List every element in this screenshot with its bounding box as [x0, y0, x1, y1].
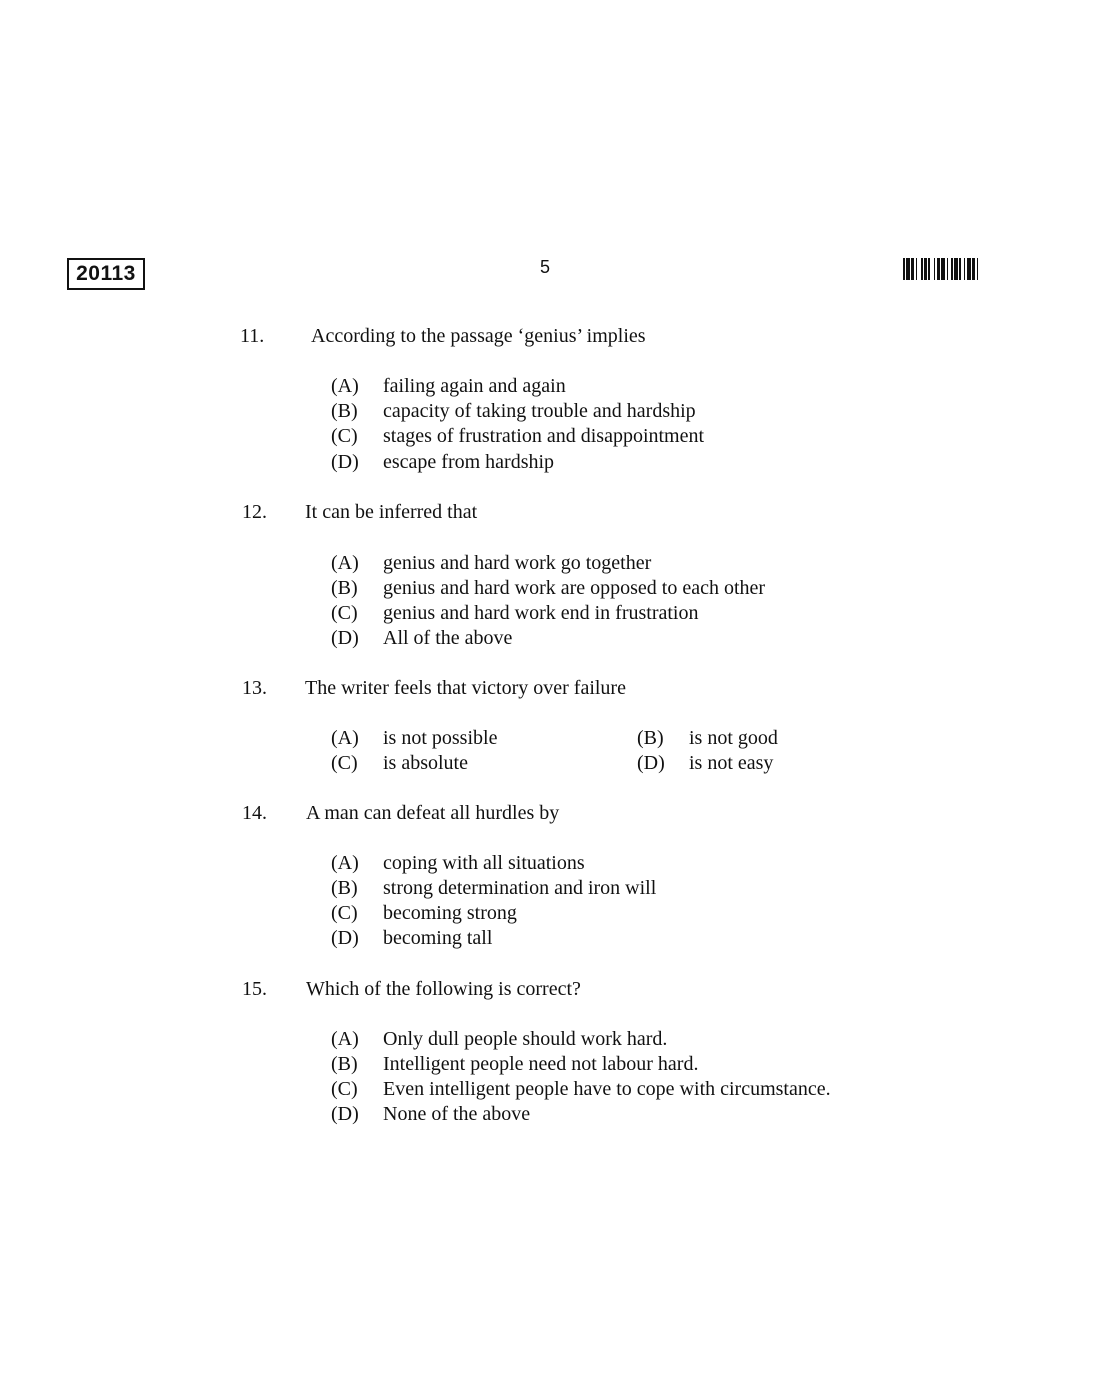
option-text: becoming strong — [383, 902, 517, 924]
option-text: Only dull people should work hard. — [383, 1028, 668, 1050]
option-text: is not good — [689, 727, 778, 749]
option-letter: (A) — [331, 727, 359, 749]
option-item — [331, 400, 696, 423]
option-text: strong determination and iron will — [383, 877, 657, 899]
question-number: 14. — [242, 802, 267, 824]
option-text: genius and hard work end in frustration — [383, 602, 699, 624]
option-item — [331, 752, 468, 775]
option-item — [637, 727, 778, 750]
option-text: None of the above — [383, 1103, 531, 1125]
option-letter: (B) — [637, 727, 664, 749]
option-item — [331, 552, 651, 575]
barcode-icon — [903, 258, 1039, 280]
option-letter: (B) — [331, 877, 358, 899]
option-item — [331, 602, 698, 625]
option-letter: (B) — [331, 400, 358, 422]
option-letter: (A) — [331, 375, 359, 397]
option-item — [331, 852, 585, 875]
option-letter: (D) — [331, 627, 359, 649]
option-item — [331, 877, 656, 900]
option-letter: (B) — [331, 577, 358, 599]
option-letter: (D) — [637, 752, 665, 774]
option-text: Even intelligent people have to cope with circumstance. — [383, 1078, 831, 1100]
option-letter: (A) — [331, 1028, 359, 1050]
question-number: 15. — [242, 978, 267, 1000]
option-item — [637, 752, 773, 775]
question-text: Which of the following is correct? — [306, 978, 581, 1000]
option-letter: (D) — [331, 927, 359, 949]
question-text: The writer feels that victory over failure — [305, 677, 626, 699]
option-text: escape from hardship — [383, 451, 555, 473]
option-item — [331, 375, 566, 398]
question-number: 11. — [240, 325, 265, 347]
option-item — [331, 425, 704, 448]
option-item — [331, 1078, 831, 1101]
question-number: 13. — [242, 677, 267, 699]
option-text: genius and hard work are opposed to each other — [383, 577, 766, 599]
option-letter: (C) — [331, 902, 358, 924]
question-text: According to the passage ‘genius’ implies — [311, 325, 646, 347]
option-letter: (C) — [331, 752, 358, 774]
option-text: is not possible — [383, 727, 498, 749]
paper-code: 20113 — [67, 258, 145, 290]
option-letter: (D) — [331, 451, 359, 473]
option-item — [331, 927, 492, 950]
option-item — [331, 727, 497, 750]
option-item — [331, 1028, 667, 1051]
option-item — [331, 451, 554, 474]
option-item — [331, 577, 765, 600]
option-item — [331, 1053, 698, 1076]
option-letter: (C) — [331, 602, 358, 624]
option-letter: (C) — [331, 425, 358, 447]
option-item — [331, 627, 512, 650]
option-letter: (D) — [331, 1103, 359, 1125]
option-text: Intelligent people need not labour hard. — [383, 1053, 699, 1075]
option-letter: (A) — [331, 852, 359, 874]
option-item — [331, 1103, 530, 1126]
option-letter: (A) — [331, 552, 359, 574]
question-text: It can be inferred that — [305, 501, 478, 523]
option-text: capacity of taking trouble and hardship — [383, 400, 696, 422]
question-number: 12. — [242, 501, 267, 523]
option-text: coping with all situations — [383, 852, 585, 874]
page-number: 5 — [540, 257, 551, 277]
question-text: A man can defeat all hurdles by — [306, 802, 560, 824]
option-letter: (B) — [331, 1053, 358, 1075]
option-letter: (C) — [331, 1078, 358, 1100]
option-text: failing again and again — [383, 375, 566, 397]
option-text: genius and hard work go together — [383, 552, 652, 574]
option-text: stages of frustration and disappointment — [383, 425, 705, 447]
option-text: becoming tall — [383, 927, 493, 949]
option-text: is not easy — [689, 752, 774, 774]
option-item — [331, 902, 517, 925]
option-text: is absolute — [383, 752, 468, 774]
option-text: All of the above — [383, 627, 513, 649]
